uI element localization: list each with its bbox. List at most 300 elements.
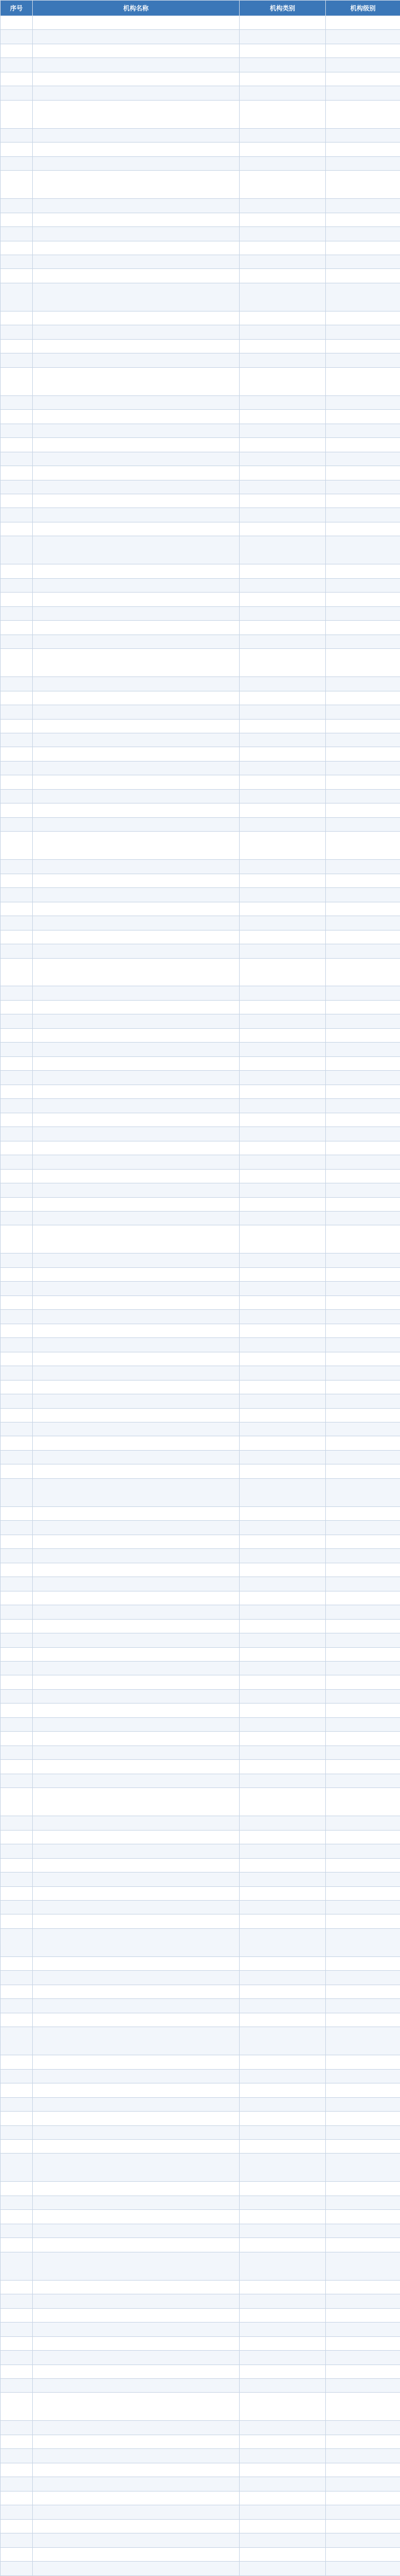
level-cell [326, 1211, 400, 1225]
level-cell [326, 2154, 400, 2182]
name-cell [33, 1647, 240, 1661]
level-cell [326, 719, 400, 733]
level-cell [326, 1085, 400, 1098]
level-cell [326, 255, 400, 269]
table-row [1, 789, 400, 803]
level-cell [326, 2280, 400, 2294]
level-cell [326, 649, 400, 677]
name-cell [33, 2351, 240, 2364]
category-cell [240, 1830, 326, 1844]
index-cell [1, 832, 33, 860]
level-cell [326, 325, 400, 339]
name-cell [33, 339, 240, 353]
name-cell [33, 649, 240, 677]
level-cell [326, 353, 400, 367]
category-cell [240, 1028, 326, 1042]
level-cell [326, 2562, 400, 2575]
category-cell [240, 1436, 326, 1450]
table-row [1, 1155, 400, 1169]
table-row [1, 1633, 400, 1647]
name-cell [33, 367, 240, 395]
level-cell [326, 888, 400, 902]
name-cell [33, 1127, 240, 1141]
level-cell [326, 691, 400, 705]
index-cell [1, 2533, 33, 2547]
category-cell [240, 1099, 326, 1113]
name-cell [33, 58, 240, 72]
index-cell [1, 1225, 33, 1254]
name-cell [33, 72, 240, 86]
name-cell [33, 283, 240, 311]
category-cell [240, 16, 326, 30]
category-cell [240, 1647, 326, 1661]
name-cell [33, 1450, 240, 1464]
index-cell [1, 2280, 33, 2294]
level-cell [326, 1338, 400, 1352]
name-cell [33, 1745, 240, 1759]
name-cell [33, 2336, 240, 2350]
category-cell [240, 677, 326, 691]
name-cell [33, 902, 240, 916]
table-row [1, 1689, 400, 1703]
index-cell [1, 1563, 33, 1577]
index-cell [1, 902, 33, 916]
index-cell [1, 1155, 33, 1169]
index-cell [1, 606, 33, 620]
name-cell [33, 2505, 240, 2519]
level-cell [326, 1183, 400, 1197]
table-row [1, 1999, 400, 2013]
name-cell [33, 1999, 240, 2013]
category-cell [240, 803, 326, 817]
level-cell [326, 733, 400, 747]
table-row [1, 2125, 400, 2139]
category-cell [240, 410, 326, 424]
name-cell [33, 100, 240, 128]
name-cell [33, 1394, 240, 1408]
index-cell [1, 1605, 33, 1619]
index-cell [1, 1816, 33, 1830]
level-cell [326, 2238, 400, 2252]
level-cell [326, 564, 400, 578]
level-cell [326, 1760, 400, 1774]
level-cell [326, 2252, 400, 2280]
index-cell [1, 578, 33, 592]
level-cell [326, 1324, 400, 1337]
level-cell [326, 2364, 400, 2378]
name-cell [33, 578, 240, 592]
level-cell [326, 1394, 400, 1408]
category-cell [240, 2210, 326, 2224]
level-cell [326, 817, 400, 831]
level-cell [326, 1577, 400, 1591]
name-cell [33, 2154, 240, 2182]
table-row [1, 1324, 400, 1337]
category-cell [240, 72, 326, 86]
table-row [1, 944, 400, 958]
level-cell [326, 1816, 400, 1830]
name-cell [33, 1422, 240, 1436]
name-cell [33, 2308, 240, 2322]
index-cell [1, 705, 33, 719]
level-cell [326, 1028, 400, 1042]
category-cell [240, 832, 326, 860]
table-row [1, 2055, 400, 2069]
table-row [1, 1704, 400, 1717]
level-cell [326, 1380, 400, 1394]
table-row [1, 241, 400, 255]
category-cell [240, 733, 326, 747]
index-cell [1, 2421, 33, 2435]
level-cell [326, 832, 400, 860]
index-cell [1, 269, 33, 283]
level-cell [326, 1197, 400, 1211]
category-cell [240, 1844, 326, 1858]
table-row [1, 1000, 400, 1014]
index-cell [1, 1760, 33, 1774]
category-cell [240, 2154, 326, 2182]
name-cell [33, 1141, 240, 1155]
index-cell [1, 2139, 33, 2153]
name-cell [33, 410, 240, 424]
name-cell [33, 227, 240, 241]
table-row [1, 2083, 400, 2097]
level-cell [326, 1563, 400, 1577]
name-cell [33, 775, 240, 789]
table-row [1, 1521, 400, 1535]
table-row [1, 311, 400, 325]
category-cell [240, 2182, 326, 2196]
name-cell [33, 438, 240, 452]
table-row [1, 86, 400, 100]
table-row [1, 1732, 400, 1745]
index-cell [1, 1408, 33, 1422]
category-cell [240, 1113, 326, 1126]
table-row [1, 902, 400, 916]
level-cell [326, 2013, 400, 2027]
level-cell [326, 2477, 400, 2491]
category-cell [240, 1591, 326, 1605]
category-cell [240, 1211, 326, 1225]
index-cell [1, 1338, 33, 1352]
name-cell [33, 1662, 240, 1675]
index-cell [1, 789, 33, 803]
index-cell [1, 2378, 33, 2392]
index-cell [1, 733, 33, 747]
index-cell [1, 1619, 33, 1633]
index-cell [1, 1985, 33, 1998]
index-cell [1, 2562, 33, 2575]
table-row [1, 395, 400, 409]
level-cell [326, 438, 400, 452]
table-row [1, 1914, 400, 1928]
header-level: 机构级别 [326, 1, 400, 16]
table-row [1, 691, 400, 705]
level-cell [326, 944, 400, 958]
index-cell [1, 325, 33, 339]
level-cell [326, 2083, 400, 2097]
index-cell [1, 2323, 33, 2336]
name-cell [33, 2519, 240, 2533]
table-row [1, 508, 400, 522]
level-cell [326, 1774, 400, 1787]
level-cell [326, 480, 400, 494]
name-cell [33, 143, 240, 156]
category-cell [240, 2491, 326, 2505]
index-cell [1, 1971, 33, 1985]
index-cell [1, 1521, 33, 1535]
category-cell [240, 2083, 326, 2097]
index-cell [1, 761, 33, 775]
index-cell [1, 311, 33, 325]
category-cell [240, 1085, 326, 1098]
index-cell [1, 1745, 33, 1759]
category-cell [240, 649, 326, 677]
table-row [1, 621, 400, 635]
index-cell [1, 2112, 33, 2125]
index-cell [1, 1113, 33, 1126]
name-cell [33, 1282, 240, 1295]
category-cell [240, 1043, 326, 1056]
name-cell [33, 2378, 240, 2392]
name-cell [33, 1478, 240, 1506]
table-row [1, 1535, 400, 1548]
name-cell [33, 536, 240, 564]
category-cell [240, 508, 326, 522]
table-row [1, 719, 400, 733]
index-cell [1, 2252, 33, 2280]
level-cell [326, 2519, 400, 2533]
level-cell [326, 1647, 400, 1661]
name-cell [33, 1506, 240, 1520]
table-row [1, 171, 400, 199]
category-cell [240, 424, 326, 437]
category-cell [240, 2351, 326, 2364]
category-cell [240, 1788, 326, 1816]
table-row [1, 1267, 400, 1281]
table-row [1, 1310, 400, 1324]
table-row [1, 1563, 400, 1577]
index-cell [1, 171, 33, 199]
table-row [1, 424, 400, 437]
table-row [1, 1295, 400, 1309]
category-cell [240, 1478, 326, 1506]
level-cell [326, 156, 400, 170]
index-cell [1, 1689, 33, 1703]
index-cell [1, 2463, 33, 2477]
index-cell [1, 817, 33, 831]
index-cell [1, 1999, 33, 2013]
header-index: 序号 [1, 1, 33, 16]
level-cell [326, 283, 400, 311]
table-row [1, 2196, 400, 2209]
category-cell [240, 860, 326, 874]
index-cell [1, 30, 33, 44]
index-cell [1, 2238, 33, 2252]
level-cell [326, 30, 400, 44]
index-cell [1, 803, 33, 817]
category-cell [240, 2421, 326, 2435]
level-cell [326, 1352, 400, 1366]
level-cell [326, 1254, 400, 1267]
name-cell [33, 1000, 240, 1014]
index-cell [1, 621, 33, 635]
category-cell [240, 1310, 326, 1324]
table-row [1, 1043, 400, 1056]
table-row [1, 143, 400, 156]
category-cell [240, 1225, 326, 1254]
name-cell [33, 86, 240, 100]
index-cell [1, 536, 33, 564]
table-row [1, 339, 400, 353]
level-cell [326, 1704, 400, 1717]
level-cell [326, 1675, 400, 1689]
level-cell [326, 916, 400, 930]
name-cell [33, 1099, 240, 1113]
table-row [1, 2154, 400, 2182]
category-cell [240, 1056, 326, 1070]
name-cell [33, 241, 240, 255]
name-cell [33, 1338, 240, 1352]
name-cell [33, 1788, 240, 1816]
index-cell [1, 1900, 33, 1914]
level-cell [326, 452, 400, 466]
table-row [1, 1436, 400, 1450]
category-cell [240, 438, 326, 452]
level-cell [326, 1141, 400, 1155]
name-cell [33, 1464, 240, 1478]
table-row [1, 100, 400, 128]
table-row [1, 1745, 400, 1759]
index-cell [1, 1436, 33, 1450]
level-cell [326, 508, 400, 522]
category-cell [240, 325, 326, 339]
level-cell [326, 494, 400, 508]
name-cell [33, 30, 240, 44]
category-cell [240, 339, 326, 353]
table-row [1, 466, 400, 480]
name-cell [33, 944, 240, 958]
index-cell [1, 100, 33, 128]
level-cell [326, 339, 400, 353]
name-cell [33, 1858, 240, 1872]
category-cell [240, 1717, 326, 1731]
category-cell [240, 536, 326, 564]
category-cell [240, 2097, 326, 2111]
category-cell [240, 1352, 326, 1366]
index-cell [1, 2210, 33, 2224]
table-row [1, 1647, 400, 1661]
table-row [1, 2013, 400, 2027]
name-cell [33, 817, 240, 831]
index-cell [1, 1788, 33, 1816]
category-cell [240, 2463, 326, 2477]
table-row [1, 1605, 400, 1619]
level-cell [326, 2393, 400, 2421]
category-cell [240, 775, 326, 789]
category-cell [240, 255, 326, 269]
table-row [1, 128, 400, 142]
index-cell [1, 395, 33, 409]
level-cell [326, 522, 400, 536]
category-cell [240, 1689, 326, 1703]
level-cell [326, 2097, 400, 2111]
name-cell [33, 1886, 240, 1900]
category-cell [240, 874, 326, 887]
category-cell [240, 199, 326, 213]
name-cell [33, 1113, 240, 1126]
level-cell [326, 1886, 400, 1900]
table-row [1, 1886, 400, 1900]
category-cell [240, 30, 326, 44]
table-row [1, 1422, 400, 1436]
name-cell [33, 2364, 240, 2378]
table-row [1, 156, 400, 170]
index-cell [1, 2069, 33, 2083]
category-cell [240, 1873, 326, 1886]
level-cell [326, 1788, 400, 1816]
category-cell [240, 2308, 326, 2322]
index-cell [1, 1662, 33, 1675]
category-cell [240, 958, 326, 986]
name-cell [33, 1816, 240, 1830]
level-cell [326, 677, 400, 691]
table-row [1, 747, 400, 761]
level-cell [326, 2505, 400, 2519]
table-row [1, 2323, 400, 2336]
category-cell [240, 2547, 326, 2561]
index-cell [1, 2154, 33, 2182]
category-cell [240, 2294, 326, 2308]
name-cell [33, 1689, 240, 1703]
name-cell [33, 1873, 240, 1886]
category-cell [240, 2393, 326, 2421]
index-cell [1, 986, 33, 1000]
category-cell [240, 888, 326, 902]
name-cell [33, 958, 240, 986]
name-cell [33, 832, 240, 860]
category-cell [240, 2252, 326, 2280]
level-cell [326, 1985, 400, 1998]
category-cell [240, 2562, 326, 2575]
level-cell [326, 2421, 400, 2435]
level-cell [326, 1633, 400, 1647]
name-cell [33, 1774, 240, 1787]
name-cell [33, 2280, 240, 2294]
table-row [1, 1338, 400, 1352]
level-cell [326, 1619, 400, 1633]
category-cell [240, 789, 326, 803]
table-row [1, 1183, 400, 1197]
level-cell [326, 930, 400, 944]
table-row [1, 2280, 400, 2294]
category-cell [240, 1999, 326, 2013]
name-cell [33, 199, 240, 213]
category-cell [240, 128, 326, 142]
level-cell [326, 1591, 400, 1605]
table-row [1, 1717, 400, 1731]
index-cell [1, 86, 33, 100]
index-cell [1, 522, 33, 536]
category-cell [240, 1675, 326, 1689]
category-cell [240, 2055, 326, 2069]
table-row [1, 1675, 400, 1689]
table-row [1, 2421, 400, 2435]
table-row [1, 1985, 400, 1998]
level-cell [326, 1717, 400, 1731]
name-cell [33, 1844, 240, 1858]
index-cell [1, 1928, 33, 1956]
